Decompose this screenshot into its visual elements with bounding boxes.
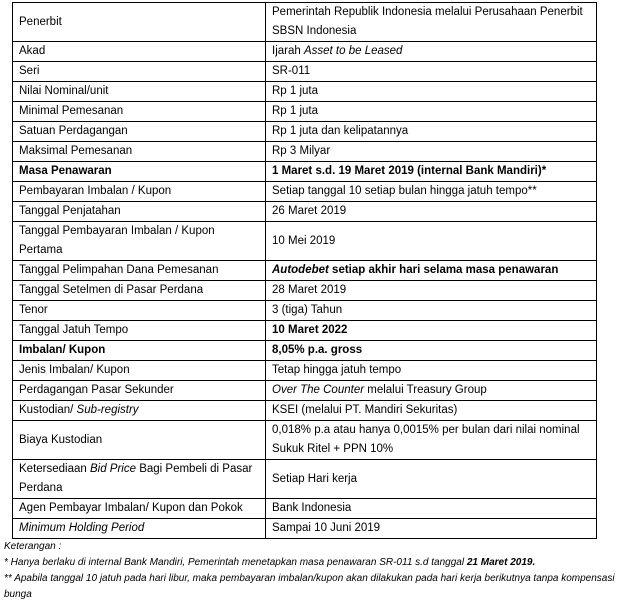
row-value: 1 Maret s.d. 19 Maret 2019 (internal Bank Mandiri)* [266,162,597,182]
table-row [13,421,597,460]
table-row [13,202,597,222]
table-row [13,182,597,202]
row-value: SR-011 [266,62,597,82]
footnotes-heading: Keterangan : [4,541,62,552]
table-row [13,321,597,341]
row-label [13,401,266,421]
row-label: Tanggal Pembayaran Imbalan / Kupon Pertama [13,222,266,261]
row-label-plain: Kustodian/ [19,404,77,416]
table-row [13,460,597,499]
footnote-1-date: 21 Maret 2019. [466,557,536,568]
row-label: Nilai Nominal/unit [13,82,266,102]
row-value [266,42,597,62]
row-label-italic: Sub-registry [76,404,139,416]
row-label: Tenor [13,301,266,321]
row-value: 26 Maret 2019 [266,202,597,222]
table-row [13,102,597,122]
row-label: Masa Penawaran [13,162,266,182]
table-row [13,519,597,539]
row-label: Minimal Pemesanan [13,102,266,122]
row-label: Satuan Perdagangan [13,122,266,142]
row-label: Imbalan/ Kupon [13,341,266,361]
row-value: Rp 1 juta [266,82,597,102]
table-row [13,361,597,381]
row-label: Jenis Imbalan/ Kupon [13,361,266,381]
row-value: Sampai 10 Juni 2019 [266,519,597,539]
table-row [13,261,597,281]
row-value: 28 Maret 2019 [266,281,597,301]
row-label-italic: Bid Price [89,463,136,475]
row-label: Penerbit [13,3,266,42]
row-value: Setiap tanggal 10 setiap bulan hingga jatuh tempo** [266,182,597,202]
table-row [13,42,597,62]
row-value: Rp 3 Milyar [266,142,597,162]
row-value: KSEI (melalui PT. Mandiri Sekuritas) [266,401,597,421]
row-label: Maksimal Pemesanan [13,142,266,162]
table-row [13,162,597,182]
row-value-plain: melalui Treasury Group [364,384,487,396]
footnote-1 [4,555,616,571]
row-label-plain: Ketersediaan [19,463,90,475]
table-row [13,82,597,102]
row-label [13,460,266,499]
row-value-italic: Autodebet [272,264,329,276]
row-label: Biaya Kustodian [13,421,266,460]
table-row [13,341,597,361]
table-row [13,499,597,519]
row-value-italic: Asset to be Leased [303,45,403,57]
row-value: 0,018% p.a atau hanya 0,0015% per bulan dari nilai nominal Sukuk Ritel + PPN 10% [266,421,597,460]
row-value [266,381,597,401]
table-row [13,281,597,301]
row-value: 8,05% p.a. gross [266,341,597,361]
row-value-plain: Ijarah [272,45,304,57]
row-label: Akad [13,42,266,62]
row-value-plain: setiap akhir hari selama masa penawaran [328,264,559,276]
row-value: Pemerintah Republik Indonesia melalui Perusahaan Penerbit SBSN Indonesia [266,3,597,42]
table-row [13,122,597,142]
table-row [13,62,597,82]
table-row [13,3,597,42]
row-value-italic: Over The Counter [272,384,365,396]
row-label: Tanggal Setelmen di Pasar Perdana [13,281,266,301]
row-value [266,261,597,281]
row-label: Tanggal Pelimpahan Dana Pemesanan [13,261,266,281]
footnotes [4,539,616,603]
row-value: Rp 1 juta [266,102,597,122]
row-label: Seri [13,62,266,82]
table-row [13,142,597,162]
row-label: Tanggal Penjatahan [13,202,266,222]
row-value: Setiap Hari kerja [266,460,597,499]
table-row [13,381,597,401]
row-label-plain-2: Bagi Pembeli di Pasar Perdana [19,463,253,494]
sukuk-terms-table [12,2,597,539]
row-label: Minimum Holding Period [13,519,266,539]
footnote-1-text: * Hanya berlaku di internal Bank Mandiri, Pemerintah menetapkan masa penawaran SR-011 s.d tanggal [4,557,467,568]
row-label: Perdagangan Pasar Sekunder [13,381,266,401]
row-value: Bank Indonesia [266,499,597,519]
table-row [13,301,597,321]
row-value: Rp 1 juta dan kelipatannya [266,122,597,142]
table-row [13,222,597,261]
row-label: Tanggal Jatuh Tempo [13,321,266,341]
row-value: 3 (tiga) Tahun [266,301,597,321]
table-row [13,401,597,421]
row-label: Pembayaran Imbalan / Kupon [13,182,266,202]
row-label: Agen Pembayar Imbalan/ Kupon dan Pokok [13,499,266,519]
row-value: 10 Mei 2019 [266,222,597,261]
row-value: Tetap hingga jatuh tempo [266,361,597,381]
footnote-2: ** Apabila tanggal 10 jatuh pada hari libur, maka pembayaran imbalan/kupon akan dilakukan pada hari kerja berikutnya tanpa kompensasi bunga [4,573,615,600]
row-value: 10 Maret 2022 [266,321,597,341]
